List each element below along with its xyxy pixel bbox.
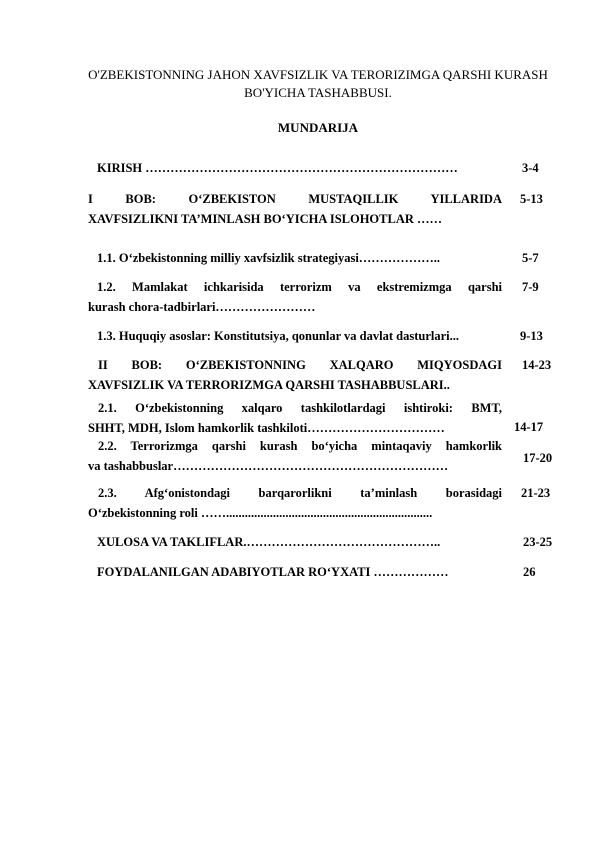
toc-entry-pages: 17-20 bbox=[523, 451, 553, 465]
toc-entry-title-cont: O‘zbekistonning roli …….................................................................. bbox=[88, 506, 433, 520]
toc-entry-pages: 5-7 bbox=[522, 251, 539, 265]
toc-entry-title-cont: kurash chora-tadbirlari…………………… bbox=[88, 300, 316, 314]
contents-heading: MUNDARIJA bbox=[277, 120, 359, 135]
toc-entry-pages: 23-25 bbox=[523, 535, 553, 549]
toc-entry-pages: 9-13 bbox=[520, 329, 543, 343]
toc-entry-title: 2.1. O‘zbekistonning xalqaro tashkilotlardagi ishtiroki: BMT, bbox=[98, 401, 502, 415]
toc-entry-title: II BOB: O‘ZBEKISTONNING XALQARO MIQYOSDAGI bbox=[98, 358, 502, 372]
toc-entry-title-cont: XAVFSIZLIKNI TA’MINLASH BO‘YICHA ISLOHOTLAR …… bbox=[88, 212, 443, 226]
toc-entry-title: 2.2. Terrorizmga qarshi kurash bo‘yicha mintaqaviy hamkorlik bbox=[98, 439, 502, 453]
toc-entry-title: FOYDALANILGAN ADABIYOTLAR RO‘YXATI ……………… bbox=[97, 565, 449, 579]
toc-entry-title-cont: SHHT, MDH, Islom hamkorlik tashkiloti…………………………… bbox=[88, 421, 445, 435]
toc-entry-title: 1.3. Huquqiy asoslar: Konstitutsiya, qonunlar va davlat dasturlari... bbox=[97, 329, 459, 343]
toc-entry-pages: 7-9 bbox=[522, 280, 539, 294]
toc-entry-title: 2.3. Afg‘onistondagi barqarorlikni ta’minlash borasidagi bbox=[98, 486, 502, 500]
toc-entry-pages: 5-13 bbox=[520, 192, 543, 206]
toc-entry-pages: 26 bbox=[523, 565, 536, 579]
toc-entry-title: XULOSA VA TAKLIFLAR.……………………………………….. bbox=[97, 535, 441, 549]
toc-entry-title-cont: va tashabbuslar………………………………………………………… bbox=[88, 459, 449, 473]
toc-entry-title-cont: XAVFSIZLIK VA TERRORIZMGA QARSHI TASHABBUSLARI.. bbox=[88, 378, 450, 392]
toc-entry-pages: 14-17 bbox=[514, 420, 544, 434]
toc-entry-title: KIRISH ………………………………………………………………… bbox=[97, 161, 458, 175]
toc-entry-pages: 14-23 bbox=[522, 358, 552, 372]
document-title: O'ZBEKISTONNING JAHON XAVFSIZLIK VA TERORIZIMGA QARSHI KURASH BO'YICHA TASHABBUSI. bbox=[88, 67, 548, 100]
toc-entry-title: 1.2. Mamlakat ichkarisida terrorizm va ekstremizmga qarshi bbox=[97, 280, 502, 294]
toc-entry-pages: 21-23 bbox=[521, 486, 551, 500]
toc-entry-title: 1.1. O‘zbekistonning milliy xavfsizlik strategiyasi……………….. bbox=[97, 251, 441, 265]
toc-entry-title: I BOB: O‘ZBEKISTON MUSTAQILLIK YILLARIDA bbox=[88, 192, 502, 206]
toc-entry-pages: 3-4 bbox=[522, 161, 539, 175]
